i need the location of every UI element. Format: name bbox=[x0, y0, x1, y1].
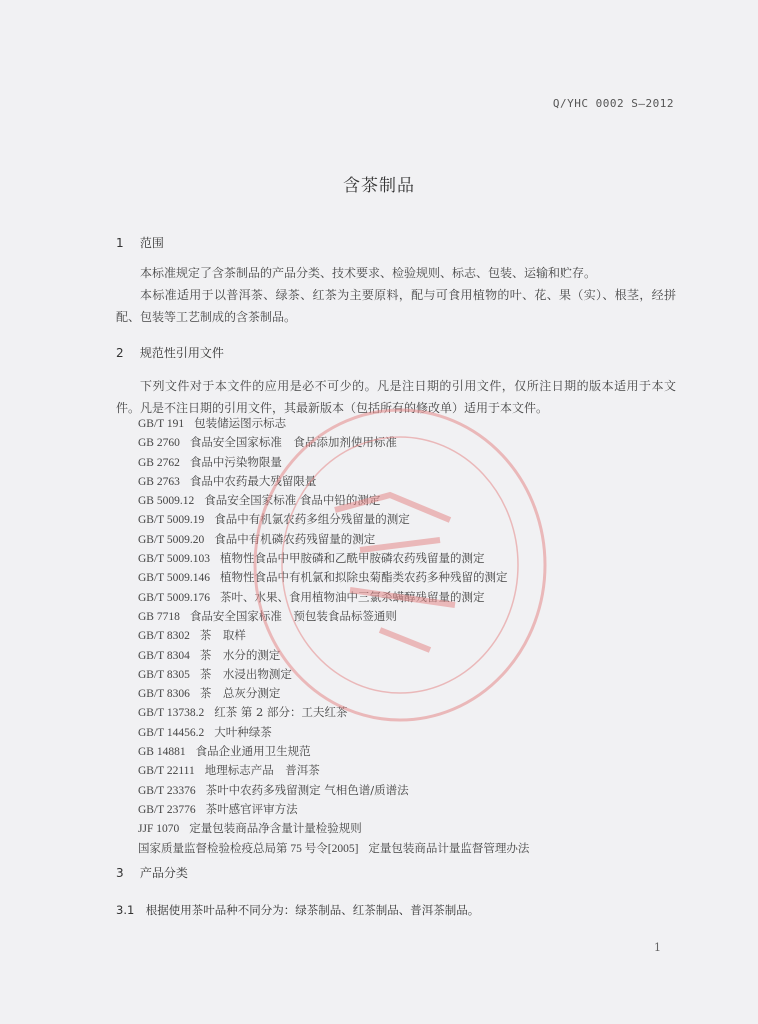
reference-title: 茶 水分的测定 bbox=[199, 647, 281, 662]
reference-title: 茶 水浸出物测定 bbox=[199, 666, 292, 681]
reference-code: GB 7718 bbox=[138, 610, 180, 623]
normative-intro bbox=[116, 375, 676, 419]
reference-title: 包装储运图示标志 bbox=[194, 416, 287, 430]
reference-item bbox=[138, 626, 529, 645]
reference-title: 定量包装商品净含量计量检验规则 bbox=[189, 821, 362, 836]
section-1-heading bbox=[116, 234, 164, 251]
page-title: 含茶制品 bbox=[343, 176, 415, 196]
reference-title: 食品中有机氯农药多组分残留量的测定 bbox=[214, 512, 410, 527]
reference-item bbox=[138, 646, 529, 665]
section-title: 产品分类 bbox=[139, 866, 188, 880]
reference-item bbox=[138, 723, 529, 742]
reference-code: GB/T 8305 bbox=[138, 668, 190, 681]
reference-title: 茶叶感官评审方法 bbox=[205, 801, 298, 816]
section-number: 3 bbox=[116, 866, 124, 880]
reference-title: 食品中农药最大残留限量 bbox=[189, 473, 317, 488]
reference-title: 食品安全国家标准 预包装食品标签通则 bbox=[189, 608, 397, 623]
normative-intro-text: 下列文件对于本文件的应用是必不可少的。凡是注日期的引用文件，仅所注日期的版本适用于本文件。凡是不注日期的引用文件，其最新版本（包括所有的修改单）适用于本文件。 bbox=[116, 379, 676, 415]
reference-item bbox=[138, 491, 529, 510]
reference-list bbox=[138, 414, 529, 858]
reference-item bbox=[138, 781, 529, 800]
reference-title: 茶叶中农药多残留测定 气相色谱/质谱法 bbox=[205, 782, 409, 797]
section-title: 范围 bbox=[139, 236, 164, 250]
section-number: 2 bbox=[116, 346, 124, 360]
reference-title: 定量包装商品计量监督管理办法 bbox=[368, 840, 530, 855]
page-number: 1 bbox=[654, 941, 661, 954]
reference-code: JJF 1070 bbox=[138, 823, 180, 836]
reference-code: GB/T 5009.176 bbox=[138, 591, 210, 604]
reference-code: GB/T 8306 bbox=[138, 688, 190, 701]
reference-title: 食品安全国家标准 食品添加剂使用标准 bbox=[189, 435, 397, 450]
section-number: 1 bbox=[116, 236, 124, 250]
reference-title: 大叶种绿茶 bbox=[214, 724, 272, 739]
reference-item bbox=[138, 703, 529, 722]
reference-title: 植物性食品中有机氯和拟除虫菊酯类农药多种残留的测定 bbox=[220, 570, 508, 585]
reference-title: 地理标志产品 普洱茶 bbox=[204, 763, 320, 778]
reference-code: GB/T 8304 bbox=[138, 649, 190, 662]
reference-title: 茶叶、水果、食用植物油中三氯杀螨醇残留量的测定 bbox=[220, 589, 485, 604]
reference-code: GB/T 5009.19 bbox=[138, 514, 205, 527]
section-3-heading bbox=[116, 864, 188, 881]
reference-title: 茶 总灰分测定 bbox=[199, 686, 281, 701]
reference-code: GB 5009.12 bbox=[138, 495, 195, 508]
reference-code: GB/T 5009.20 bbox=[138, 533, 205, 546]
reference-code: GB/T 22111 bbox=[138, 765, 195, 778]
reference-item bbox=[138, 453, 529, 472]
reference-title: 植物性食品中甲胺磷和乙酰甲胺磷农药残留量的测定 bbox=[220, 551, 485, 566]
reference-item bbox=[138, 819, 529, 838]
reference-item bbox=[138, 665, 529, 684]
scope-paragraph-2: 本标准适用于以普洱茶、绿茶、红茶为主要原料，配与可食用植物的叶、花、果（实）、根茎，经拼配、包装等工艺制成的含茶制品。 bbox=[116, 288, 676, 324]
reference-title: 食品中有机磷农药残留量的测定 bbox=[214, 531, 376, 546]
reference-title: 茶 取样 bbox=[199, 628, 246, 643]
reference-title: 食品安全国家标准 食品中铅的测定 bbox=[204, 493, 381, 508]
reference-item bbox=[138, 530, 529, 549]
reference-item bbox=[138, 761, 529, 780]
reference-item bbox=[138, 607, 529, 626]
reference-code: GB/T 14456.2 bbox=[138, 726, 205, 739]
reference-item bbox=[138, 549, 529, 568]
reference-title: 红茶 第 2 部分：工夫红茶 bbox=[214, 705, 348, 720]
reference-item bbox=[138, 684, 529, 703]
reference-item bbox=[138, 742, 529, 761]
reference-item bbox=[138, 472, 529, 491]
reference-code: GB/T 8302 bbox=[138, 630, 190, 643]
section-title: 规范性引用文件 bbox=[139, 346, 224, 360]
reference-code: GB 2762 bbox=[138, 456, 180, 469]
reference-item bbox=[138, 839, 529, 858]
classification-item: 3.1 根据使用茶叶品种不同分为：绿茶制品、红茶制品、普洱茶制品。 bbox=[116, 903, 480, 917]
reference-title: 食品中污染物限量 bbox=[189, 454, 282, 469]
standard-code: Q/YHC 0002 S—2012 bbox=[552, 97, 674, 110]
section-2-heading bbox=[116, 344, 224, 361]
reference-code: GB/T 23376 bbox=[138, 784, 196, 797]
reference-code: GB/T 5009.103 bbox=[138, 553, 210, 566]
reference-item bbox=[138, 510, 529, 529]
reference-code: GB/T 23776 bbox=[138, 803, 196, 816]
reference-item bbox=[138, 588, 529, 607]
reference-item bbox=[138, 433, 529, 452]
scope-paragraph-1: 本标准规定了含茶制品的产品分类、技术要求、检验规则、标志、包装、运输和贮存。 bbox=[140, 266, 597, 280]
reference-code: GB 14881 bbox=[138, 746, 186, 759]
reference-code: GB/T 13738.2 bbox=[138, 707, 205, 720]
scope-text bbox=[116, 262, 676, 328]
reference-title: 食品企业通用卫生规范 bbox=[195, 744, 311, 759]
reference-code: GB/T 5009.146 bbox=[138, 572, 210, 585]
reference-item bbox=[138, 414, 529, 433]
reference-code: 国家质量监督检验检疫总局第 75 号令[2005] bbox=[138, 842, 359, 855]
reference-code: GB/T 191 bbox=[138, 418, 185, 430]
reference-item bbox=[138, 800, 529, 819]
reference-item bbox=[138, 568, 529, 587]
reference-code: GB 2760 bbox=[138, 437, 180, 450]
reference-code: GB 2763 bbox=[138, 475, 180, 488]
